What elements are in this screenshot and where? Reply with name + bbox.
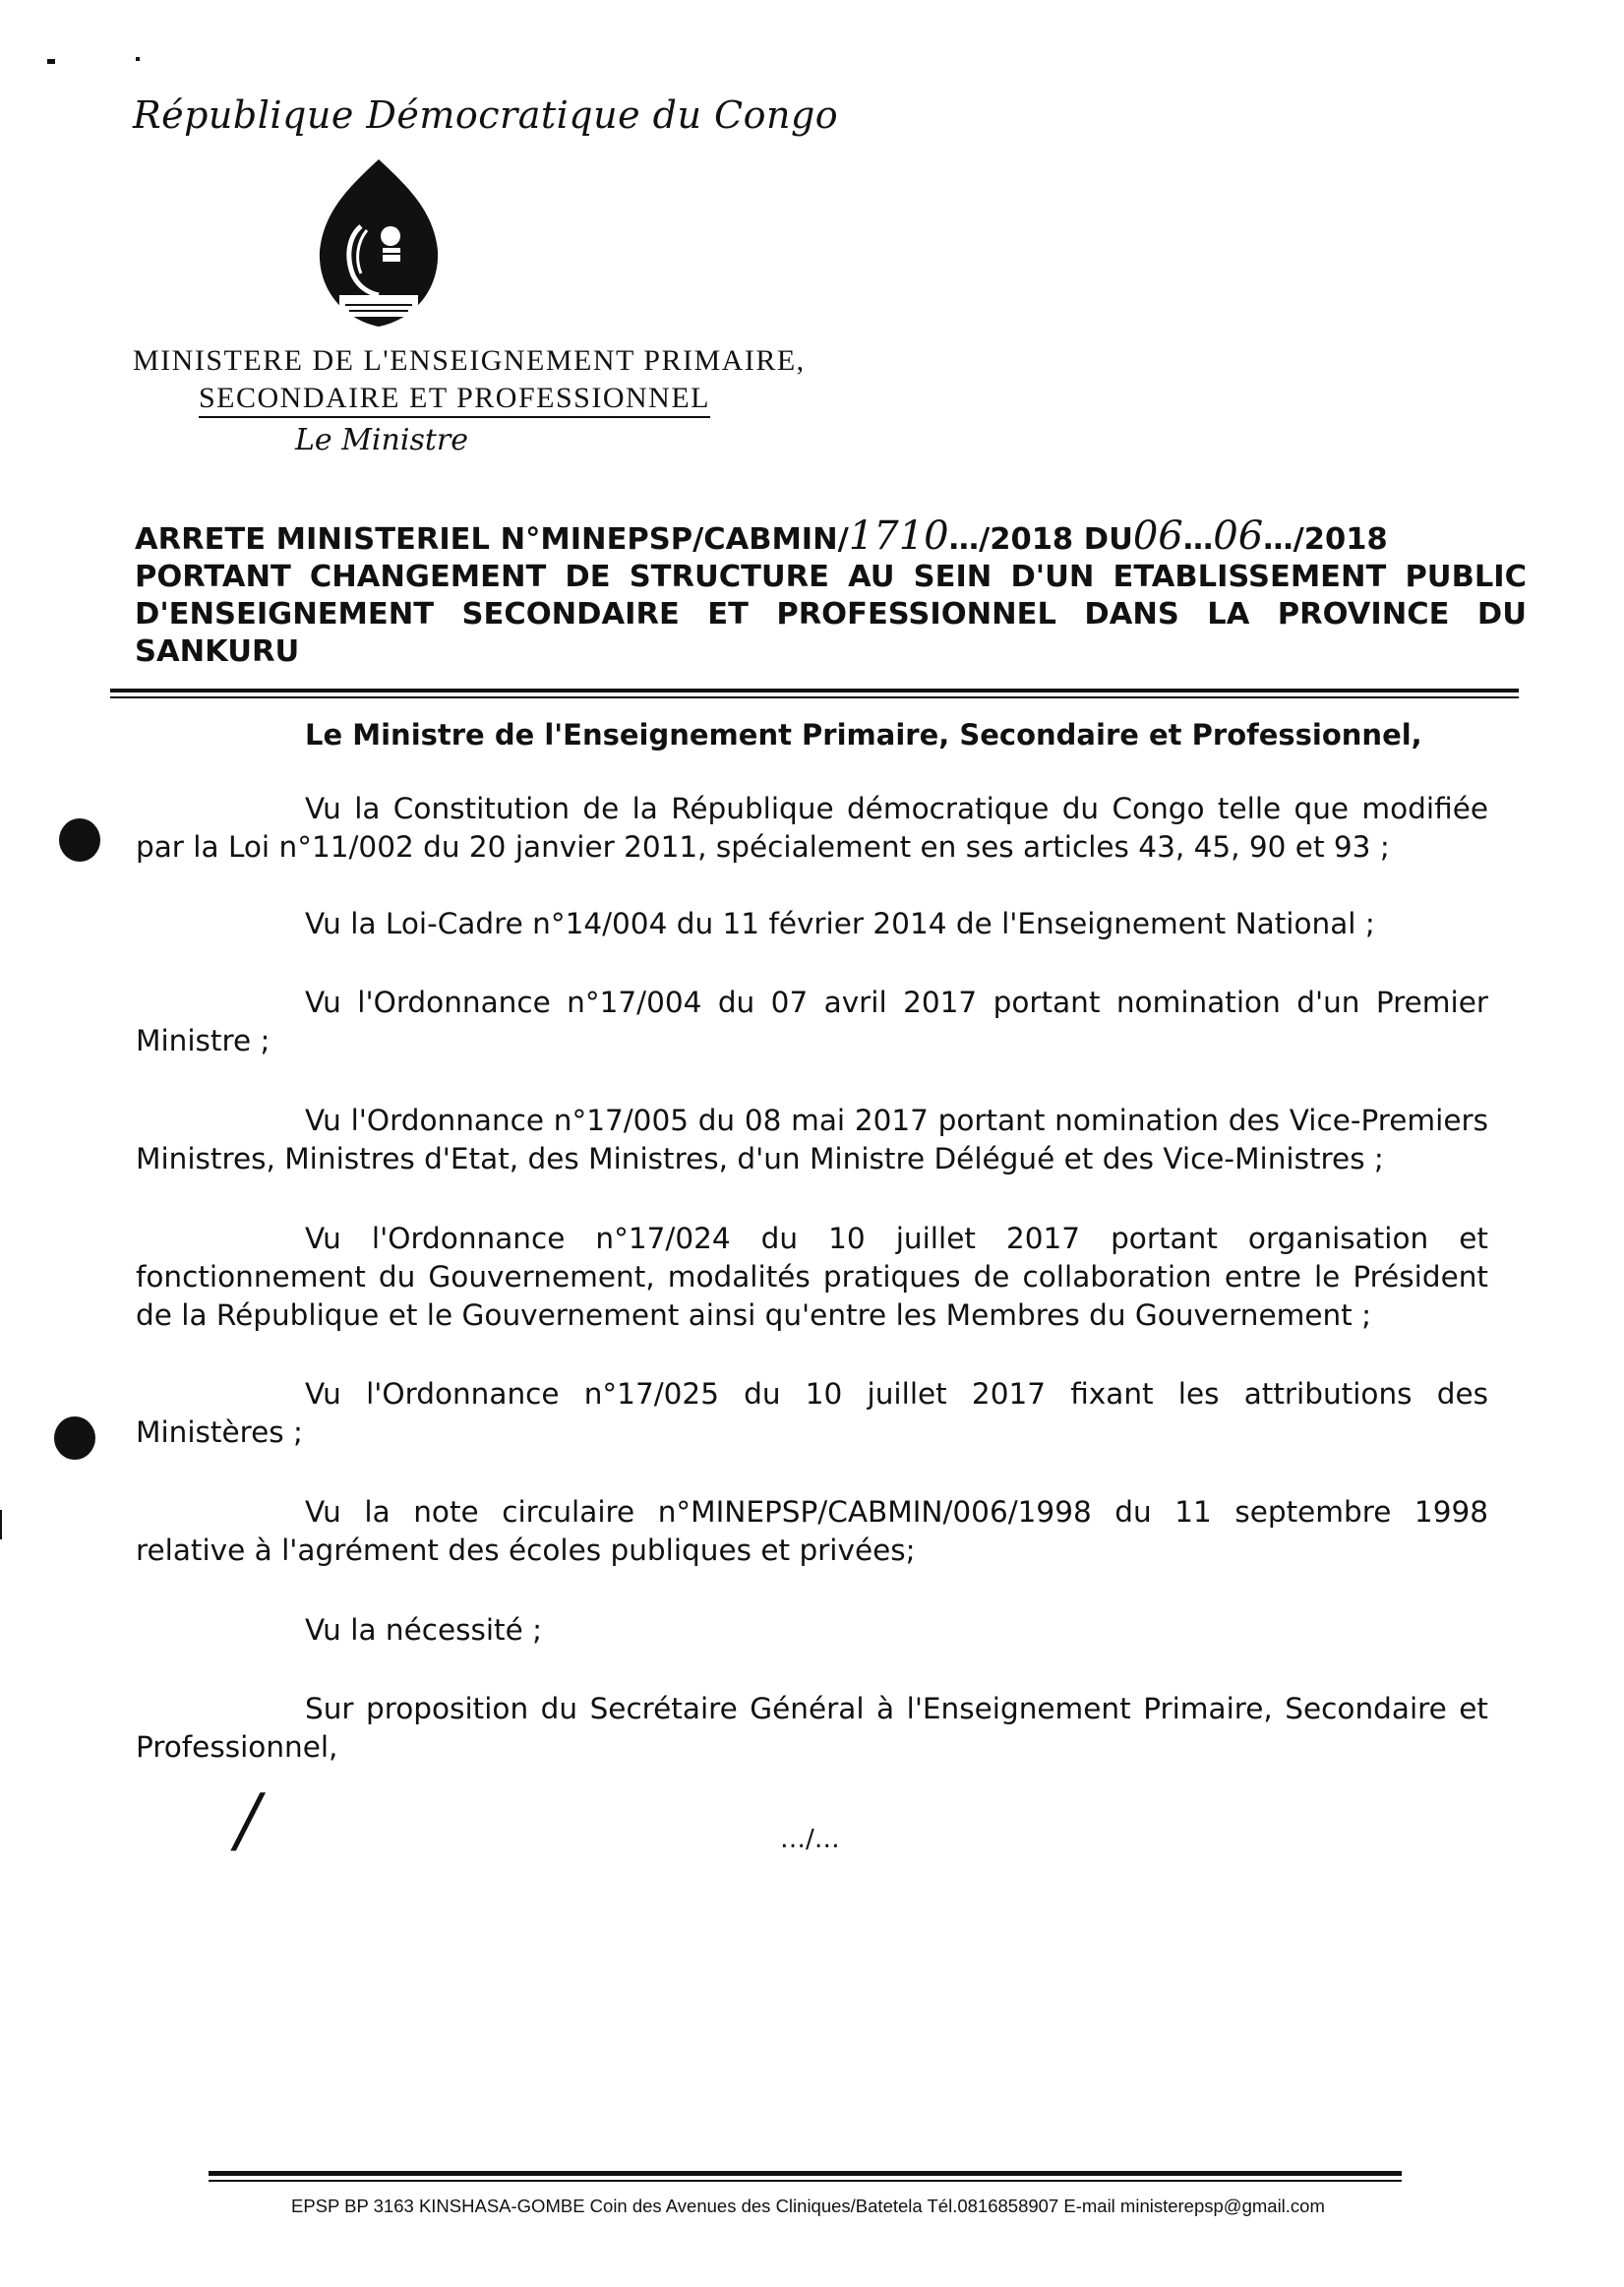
decree-title (135, 513, 1527, 671)
paragraph-ordonnance-17-005: Vu l'Ordonnance n°17/005 du 08 mai 2017 portant nomination des Vice-Premiers Ministres, Ministres d'Etat, des Ministres, d'un Ministre Délégué et des Vice-Ministres ; (136, 1104, 1488, 1175)
decree-year-du: …/2018 DU (948, 522, 1133, 557)
republic-name: République Démocratique du Congo (133, 93, 839, 137)
decree-subject: PORTANT CHANGEMENT DE STRUCTURE AU SEIN D'UN ETABLISSEMENT PUBLIC D'ENSEIGNEMENT SECONDAIRE ET PROFESSIONNEL DANS LA PROVINCE DU SANKURU (135, 560, 1527, 669)
paragraph-constitution: Vu la Constitution de la République démocratique du Congo telle que modifiée par la Loi n°11/002 du 20 janvier 2011, spécialement en ses articles 43, 45, 90 et 93 ; (136, 792, 1488, 864)
footer-rule-thin (209, 2180, 1402, 2182)
paragraph-proposition: Sur proposition du Secrétaire Général à l'Enseignement Primaire, Secondaire et Professionnel, (136, 1692, 1488, 1764)
paraphe-mark: / (236, 1778, 261, 1861)
paragraph-necessite: Vu la nécessité ; (305, 1613, 543, 1647)
footer-address: EPSP BP 3163 KINSHASA-GOMBE Coin des Avenues des Cliniques/Batetela Tél.0816858907 E-mail ministerepsp@gmail.com (291, 2196, 1325, 2216)
punch-hole-top (59, 818, 100, 862)
scan-edge-mark (0, 1510, 2, 1539)
paragraph-ordonnance-17-025: Vu l'Ordonnance n°17/025 du 10 juillet 2017 fixant les attributions des Ministères ; (136, 1377, 1488, 1449)
title-rule-thin (110, 696, 1519, 698)
ministry-name-line2: SECONDAIRE ET PROFESSIONNEL (199, 382, 710, 418)
punch-hole-bottom (54, 1416, 95, 1460)
decree-number-handwritten: 1710 (848, 513, 949, 559)
decree-label: ARRETE MINISTERIEL N°MINEPSP/CABMIN/ (135, 522, 849, 557)
paragraph-ordonnance-17-004: Vu l'Ordonnance n°17/004 du 07 avril 2017 portant nomination d'un Premier Ministre ; (136, 986, 1488, 1057)
title-rule (110, 689, 1519, 692)
scan-mark (136, 57, 140, 61)
paragraph-note-circulaire: Vu la note circulaire n°MINEPSP/CABMIN/006/1998 du 11 septembre 1998 relative à l'agrément des écoles publiques et privées; (136, 1495, 1488, 1567)
decree-month-handwritten: 06 (1213, 513, 1264, 559)
scan-mark (47, 59, 55, 64)
decree-year-end: …/2018 (1263, 522, 1388, 557)
decree-day-handwritten: 06 (1132, 513, 1183, 559)
footer-rule (209, 2171, 1402, 2176)
ministry-name-line1: MINISTERE DE L'ENSEIGNEMENT PRIMAIRE, (133, 344, 806, 377)
decree-number-line: ARRETE MINISTERIEL N°MINEPSP/CABMIN/1710…/2018 DU06…06…/2018 (135, 513, 1388, 559)
continued-marker: …/… (780, 1825, 840, 1854)
signatory-title: Le Ministre (295, 423, 468, 457)
preamble-heading: Le Ministre de l'Enseignement Primaire, Secondaire et Professionnel, (305, 718, 1422, 752)
coat-of-arms-icon (310, 157, 448, 330)
paragraph-ordonnance-17-024: Vu l'Ordonnance n°17/024 du 10 juillet 2017 portant organisation et fonctionnement du Gouvernement, modalités pratiques de collaboration entre le Président de la République et le Gouvernement ainsi qu'entre les Membres du Gouvernement ; (136, 1222, 1488, 1332)
paragraph-loi-cadre: Vu la Loi-Cadre n°14/004 du 11 février 2014 de l'Enseignement National ; (305, 907, 1375, 940)
